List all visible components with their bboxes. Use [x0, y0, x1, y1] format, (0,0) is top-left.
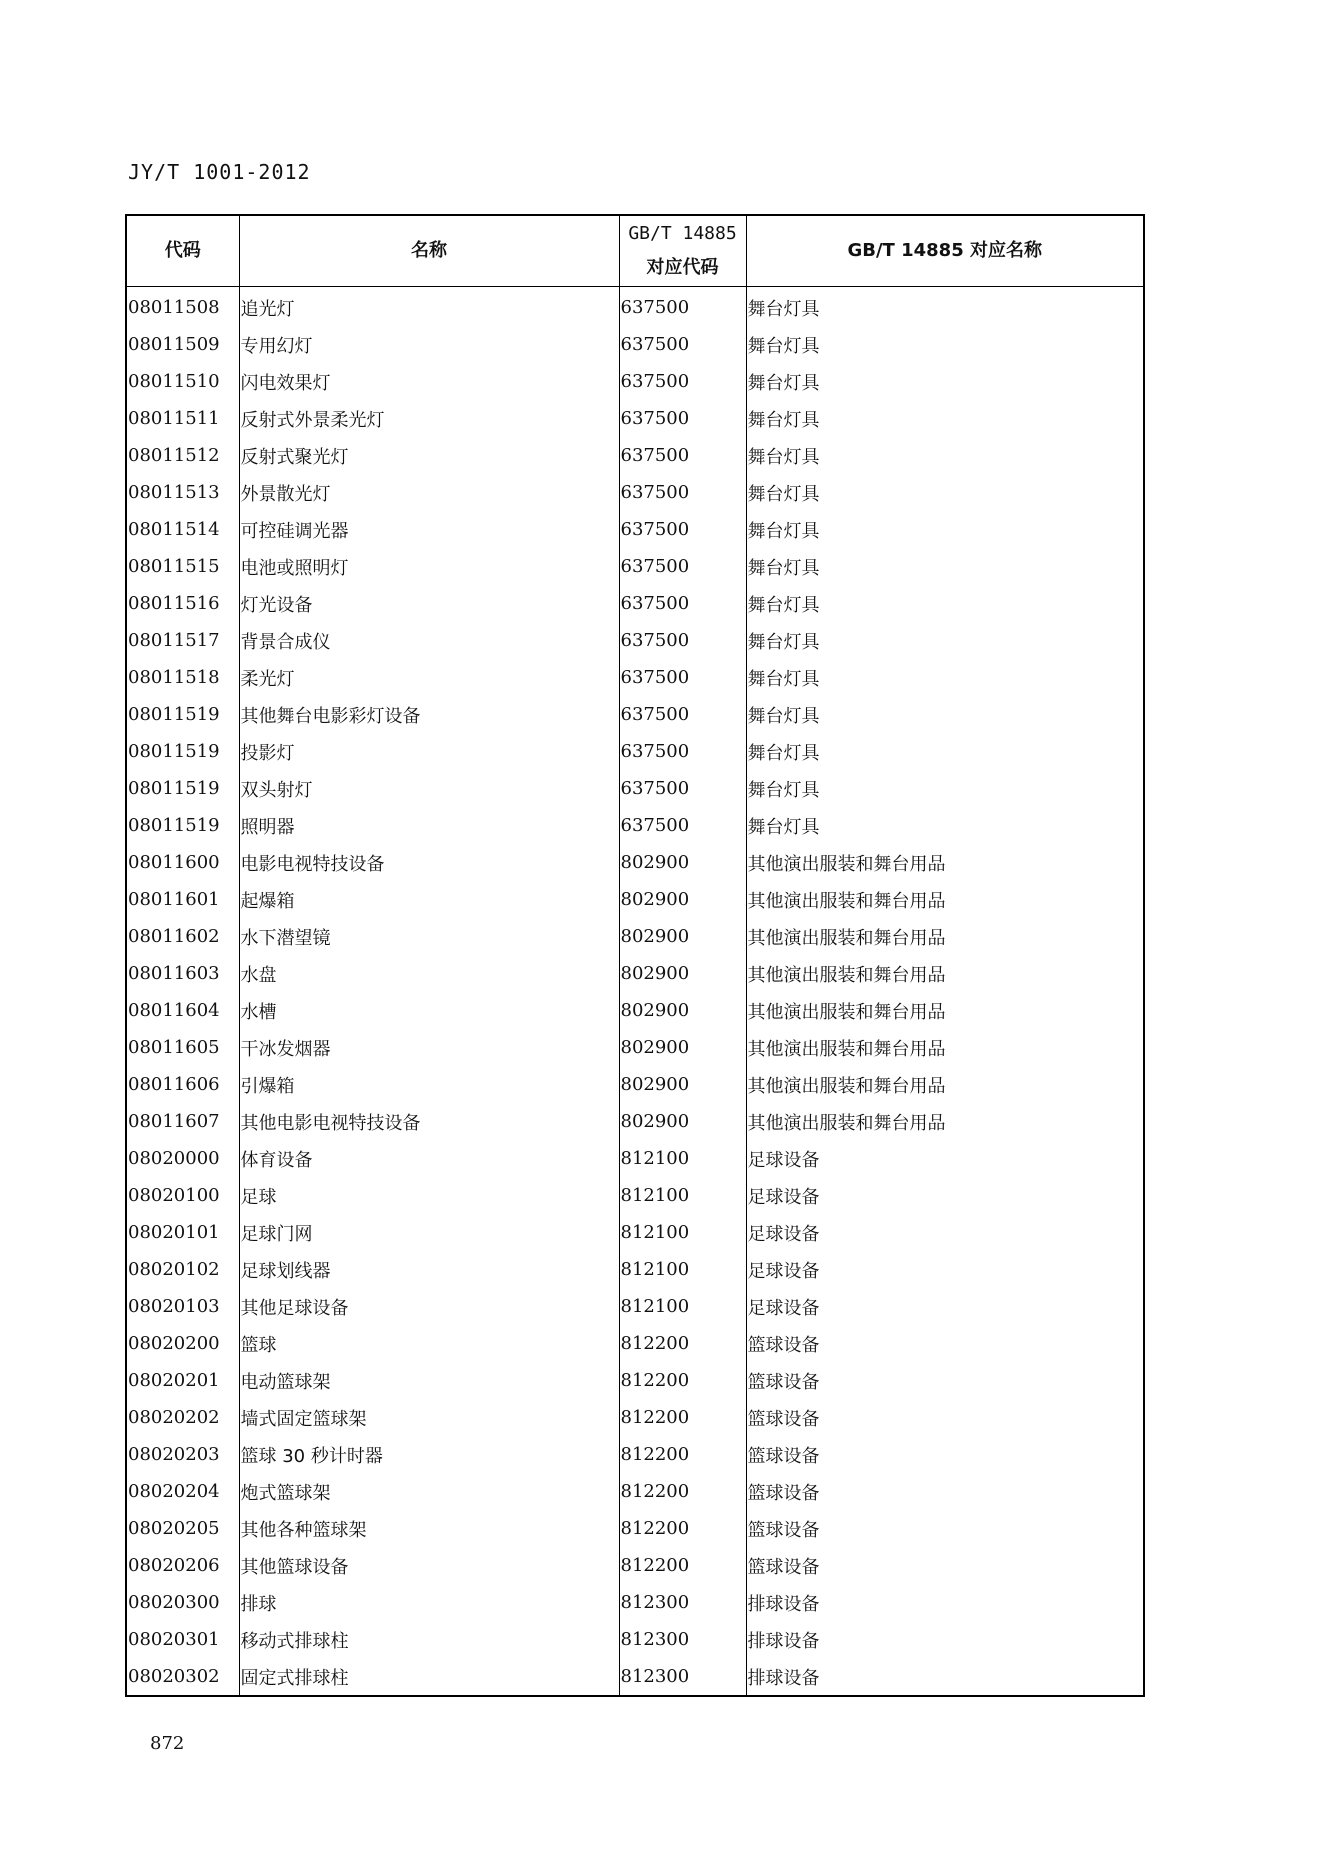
- name-cell: 电影电视特技设备: [239, 844, 619, 881]
- name-cell: 干冰发烟器: [239, 1029, 619, 1066]
- code-cell: 08011602: [126, 918, 239, 955]
- gb-code-cell: 812200: [619, 1547, 746, 1584]
- table-row: [126, 1103, 1144, 1140]
- code-cell: 08011600: [126, 844, 239, 881]
- gb-code-cell: 812300: [619, 1658, 746, 1696]
- code-cell: 08020201: [126, 1362, 239, 1399]
- gb-code-cell: 812100: [619, 1214, 746, 1251]
- gb-name-cell: 舞台灯具: [746, 363, 1144, 400]
- gb-name-cell: 舞台灯具: [746, 770, 1144, 807]
- table-row: [126, 363, 1144, 400]
- gb-name-cell: 舞台灯具: [746, 548, 1144, 585]
- name-cell: 其他舞台电影彩灯设备: [239, 696, 619, 733]
- code-cell: 08020205: [126, 1510, 239, 1547]
- gb-name-cell: 足球设备: [746, 1177, 1144, 1214]
- gb-code-cell: 812100: [619, 1288, 746, 1325]
- table-row: [126, 1140, 1144, 1177]
- table-row: [126, 1473, 1144, 1510]
- gb-code-cell: 637500: [619, 622, 746, 659]
- code-cell: 08011514: [126, 511, 239, 548]
- gb-code-cell: 637500: [619, 733, 746, 770]
- name-cell: 外景散光灯: [239, 474, 619, 511]
- name-cell: 反射式外景柔光灯: [239, 400, 619, 437]
- gb-code-cell: 637500: [619, 548, 746, 585]
- gb-name-cell: 舞台灯具: [746, 622, 1144, 659]
- gb-name-cell: 篮球设备: [746, 1436, 1144, 1473]
- header-gb-code-line2: 对应代码: [646, 257, 719, 278]
- gb-code-cell: 812100: [619, 1140, 746, 1177]
- gb-code-cell: 802900: [619, 955, 746, 992]
- code-cell: 08020101: [126, 1214, 239, 1251]
- gb-name-cell: 足球设备: [746, 1140, 1144, 1177]
- gb-code-cell: 812100: [619, 1251, 746, 1288]
- gb-code-cell: 802900: [619, 881, 746, 918]
- gb-name-cell: 其他演出服装和舞台用品: [746, 844, 1144, 881]
- name-cell: 排球: [239, 1584, 619, 1621]
- name-cell: 墙式固定篮球架: [239, 1399, 619, 1436]
- table-row: [126, 585, 1144, 622]
- gb-name-cell: 篮球设备: [746, 1473, 1144, 1510]
- gb-code-cell: 637500: [619, 363, 746, 400]
- code-cell: 08011513: [126, 474, 239, 511]
- code-cell: 08011510: [126, 363, 239, 400]
- table-row: [126, 1325, 1144, 1362]
- code-cell: 08020000: [126, 1140, 239, 1177]
- code-cell: 08020203: [126, 1436, 239, 1473]
- table-row: [126, 400, 1144, 437]
- name-cell: 可控硅调光器: [239, 511, 619, 548]
- gb-code-cell: 812200: [619, 1399, 746, 1436]
- header-name: 名称: [239, 215, 619, 287]
- table-row: [126, 696, 1144, 733]
- name-cell: 水下潜望镜: [239, 918, 619, 955]
- gb-code-cell: 637500: [619, 807, 746, 844]
- gb-code-cell: 812300: [619, 1584, 746, 1621]
- code-cell: 08011601: [126, 881, 239, 918]
- table-row: [126, 770, 1144, 807]
- name-cell: 其他篮球设备: [239, 1547, 619, 1584]
- table-row: [126, 1177, 1144, 1214]
- gb-code-cell: 637500: [619, 287, 746, 327]
- table-row: [126, 548, 1144, 585]
- name-cell: 引爆箱: [239, 1066, 619, 1103]
- name-cell: 电动篮球架: [239, 1362, 619, 1399]
- code-cell: 08011605: [126, 1029, 239, 1066]
- table-row: [126, 955, 1144, 992]
- gb-name-cell: 其他演出服装和舞台用品: [746, 881, 1144, 918]
- table-body: [126, 287, 1144, 1697]
- gb-code-cell: 812200: [619, 1473, 746, 1510]
- code-cell: 08020200: [126, 1325, 239, 1362]
- gb-name-cell: 其他演出服装和舞台用品: [746, 992, 1144, 1029]
- gb-name-cell: 舞台灯具: [746, 696, 1144, 733]
- gb-code-cell: 812100: [619, 1177, 746, 1214]
- code-cell: 08011509: [126, 326, 239, 363]
- name-cell: 起爆箱: [239, 881, 619, 918]
- code-cell: 08011607: [126, 1103, 239, 1140]
- name-cell: 背景合成仪: [239, 622, 619, 659]
- code-cell: 08011515: [126, 548, 239, 585]
- gb-name-cell: 其他演出服装和舞台用品: [746, 918, 1144, 955]
- gb-name-cell: 舞台灯具: [746, 511, 1144, 548]
- name-cell: 移动式排球柱: [239, 1621, 619, 1658]
- gb-name-cell: 舞台灯具: [746, 659, 1144, 696]
- table-row: [126, 326, 1144, 363]
- name-cell: 其他电影电视特技设备: [239, 1103, 619, 1140]
- code-cell: 08011517: [126, 622, 239, 659]
- gb-name-cell: 舞台灯具: [746, 326, 1144, 363]
- code-cell: 08020302: [126, 1658, 239, 1696]
- gb-code-cell: 802900: [619, 918, 746, 955]
- name-cell: 柔光灯: [239, 659, 619, 696]
- gb-name-cell: 舞台灯具: [746, 400, 1144, 437]
- code-cell: 08011519: [126, 696, 239, 733]
- name-cell: 电池或照明灯: [239, 548, 619, 585]
- table-row: [126, 511, 1144, 548]
- gb-name-cell: 篮球设备: [746, 1325, 1144, 1362]
- table-row: [126, 437, 1144, 474]
- code-cell: 08020202: [126, 1399, 239, 1436]
- name-cell: 炮式篮球架: [239, 1473, 619, 1510]
- code-cell: 08011511: [126, 400, 239, 437]
- table-row: [126, 474, 1144, 511]
- gb-name-cell: 舞台灯具: [746, 807, 1144, 844]
- gb-name-cell: 排球设备: [746, 1584, 1144, 1621]
- table-row: [126, 1621, 1144, 1658]
- table-row: [126, 1251, 1144, 1288]
- table-row: [126, 1362, 1144, 1399]
- gb-name-cell: 舞台灯具: [746, 474, 1144, 511]
- name-cell: 照明器: [239, 807, 619, 844]
- gb-name-cell: 舞台灯具: [746, 437, 1144, 474]
- standard-code: JY/T 1001-2012: [128, 160, 311, 184]
- table-header-row: [126, 215, 1144, 287]
- name-cell: 体育设备: [239, 1140, 619, 1177]
- table-row: [126, 992, 1144, 1029]
- table-row: [126, 807, 1144, 844]
- gb-code-cell: 637500: [619, 326, 746, 363]
- gb-code-cell: 802900: [619, 1103, 746, 1140]
- code-cell: 08011518: [126, 659, 239, 696]
- gb-name-cell: 舞台灯具: [746, 287, 1144, 327]
- code-cell: 08011603: [126, 955, 239, 992]
- gb-code-cell: 812300: [619, 1621, 746, 1658]
- name-cell: 固定式排球柱: [239, 1658, 619, 1696]
- code-cell: 08011519: [126, 807, 239, 844]
- code-cell: 08011606: [126, 1066, 239, 1103]
- table-row: [126, 1029, 1144, 1066]
- table-row: [126, 1214, 1144, 1251]
- gb-name-cell: 其他演出服装和舞台用品: [746, 1103, 1144, 1140]
- name-cell: 其他各种篮球架: [239, 1510, 619, 1547]
- code-cell: 08020300: [126, 1584, 239, 1621]
- gb-code-cell: 802900: [619, 992, 746, 1029]
- header-gb-code-line1: GB/T 14885: [628, 223, 737, 244]
- code-cell: 08020100: [126, 1177, 239, 1214]
- name-cell: 双头射灯: [239, 770, 619, 807]
- page-number: 872: [150, 1733, 185, 1754]
- name-cell: 足球划线器: [239, 1251, 619, 1288]
- code-cell: 08011508: [126, 287, 239, 327]
- code-cell: 08020102: [126, 1251, 239, 1288]
- gb-code-cell: 802900: [619, 1066, 746, 1103]
- name-cell: 足球门网: [239, 1214, 619, 1251]
- gb-name-cell: 足球设备: [746, 1251, 1144, 1288]
- table-row: [126, 1436, 1144, 1473]
- name-cell: 篮球 30 秒计时器: [239, 1436, 619, 1473]
- name-cell: 反射式聚光灯: [239, 437, 619, 474]
- gb-name-cell: 排球设备: [746, 1621, 1144, 1658]
- gb-code-cell: 637500: [619, 696, 746, 733]
- gb-code-cell: 637500: [619, 585, 746, 622]
- gb-code-cell: 802900: [619, 844, 746, 881]
- gb-code-cell: 637500: [619, 474, 746, 511]
- table-row: [126, 1547, 1144, 1584]
- header-gb-code: [619, 215, 746, 287]
- table-row: [126, 622, 1144, 659]
- gb-name-cell: 足球设备: [746, 1214, 1144, 1251]
- gb-name-cell: 其他演出服装和舞台用品: [746, 955, 1144, 992]
- code-cell: 08011512: [126, 437, 239, 474]
- gb-code-cell: 637500: [619, 770, 746, 807]
- name-cell: 水盘: [239, 955, 619, 992]
- gb-code-cell: 812200: [619, 1436, 746, 1473]
- gb-name-cell: 篮球设备: [746, 1510, 1144, 1547]
- name-cell: 其他足球设备: [239, 1288, 619, 1325]
- table-row: [126, 1066, 1144, 1103]
- name-cell: 投影灯: [239, 733, 619, 770]
- table-row: [126, 1584, 1144, 1621]
- gb-name-cell: 足球设备: [746, 1288, 1144, 1325]
- name-cell: 足球: [239, 1177, 619, 1214]
- gb-name-cell: 其他演出服装和舞台用品: [746, 1029, 1144, 1066]
- name-cell: 专用幻灯: [239, 326, 619, 363]
- gb-code-cell: 637500: [619, 437, 746, 474]
- gb-code-cell: 802900: [619, 1029, 746, 1066]
- code-cell: 08011516: [126, 585, 239, 622]
- code-cell: 08011519: [126, 770, 239, 807]
- code-cell: 08020103: [126, 1288, 239, 1325]
- table-row: [126, 1658, 1144, 1696]
- gb-name-cell: 篮球设备: [746, 1547, 1144, 1584]
- gb-code-cell: 637500: [619, 400, 746, 437]
- table-row: [126, 659, 1144, 696]
- gb-code-cell: 812200: [619, 1362, 746, 1399]
- code-cell: 08011604: [126, 992, 239, 1029]
- gb-code-cell: 637500: [619, 511, 746, 548]
- table-row: [126, 918, 1144, 955]
- gb-code-cell: 812200: [619, 1510, 746, 1547]
- code-cell: 08011519: [126, 733, 239, 770]
- gb-name-cell: 篮球设备: [746, 1362, 1144, 1399]
- table-row: [126, 733, 1144, 770]
- gb-name-cell: 舞台灯具: [746, 733, 1144, 770]
- table-row: [126, 1288, 1144, 1325]
- table-row: [126, 1399, 1144, 1436]
- code-cell: 08020206: [126, 1547, 239, 1584]
- name-cell: 灯光设备: [239, 585, 619, 622]
- name-cell: 篮球: [239, 1325, 619, 1362]
- gb-name-cell: 排球设备: [746, 1658, 1144, 1696]
- table-row: [126, 844, 1144, 881]
- table-row: [126, 881, 1144, 918]
- name-cell: 闪电效果灯: [239, 363, 619, 400]
- code-table: [125, 214, 1145, 1697]
- gb-name-cell: 其他演出服装和舞台用品: [746, 1066, 1144, 1103]
- code-cell: 08020301: [126, 1621, 239, 1658]
- gb-name-cell: 舞台灯具: [746, 585, 1144, 622]
- gb-code-cell: 812200: [619, 1325, 746, 1362]
- header-gb-name: GB/T 14885 对应名称: [746, 215, 1144, 287]
- table-row: [126, 1510, 1144, 1547]
- gb-name-cell: 篮球设备: [746, 1399, 1144, 1436]
- name-cell: 追光灯: [239, 287, 619, 327]
- header-code: 代码: [126, 215, 239, 287]
- gb-code-cell: 637500: [619, 659, 746, 696]
- code-cell: 08020204: [126, 1473, 239, 1510]
- name-cell: 水槽: [239, 992, 619, 1029]
- table-row: [126, 287, 1144, 327]
